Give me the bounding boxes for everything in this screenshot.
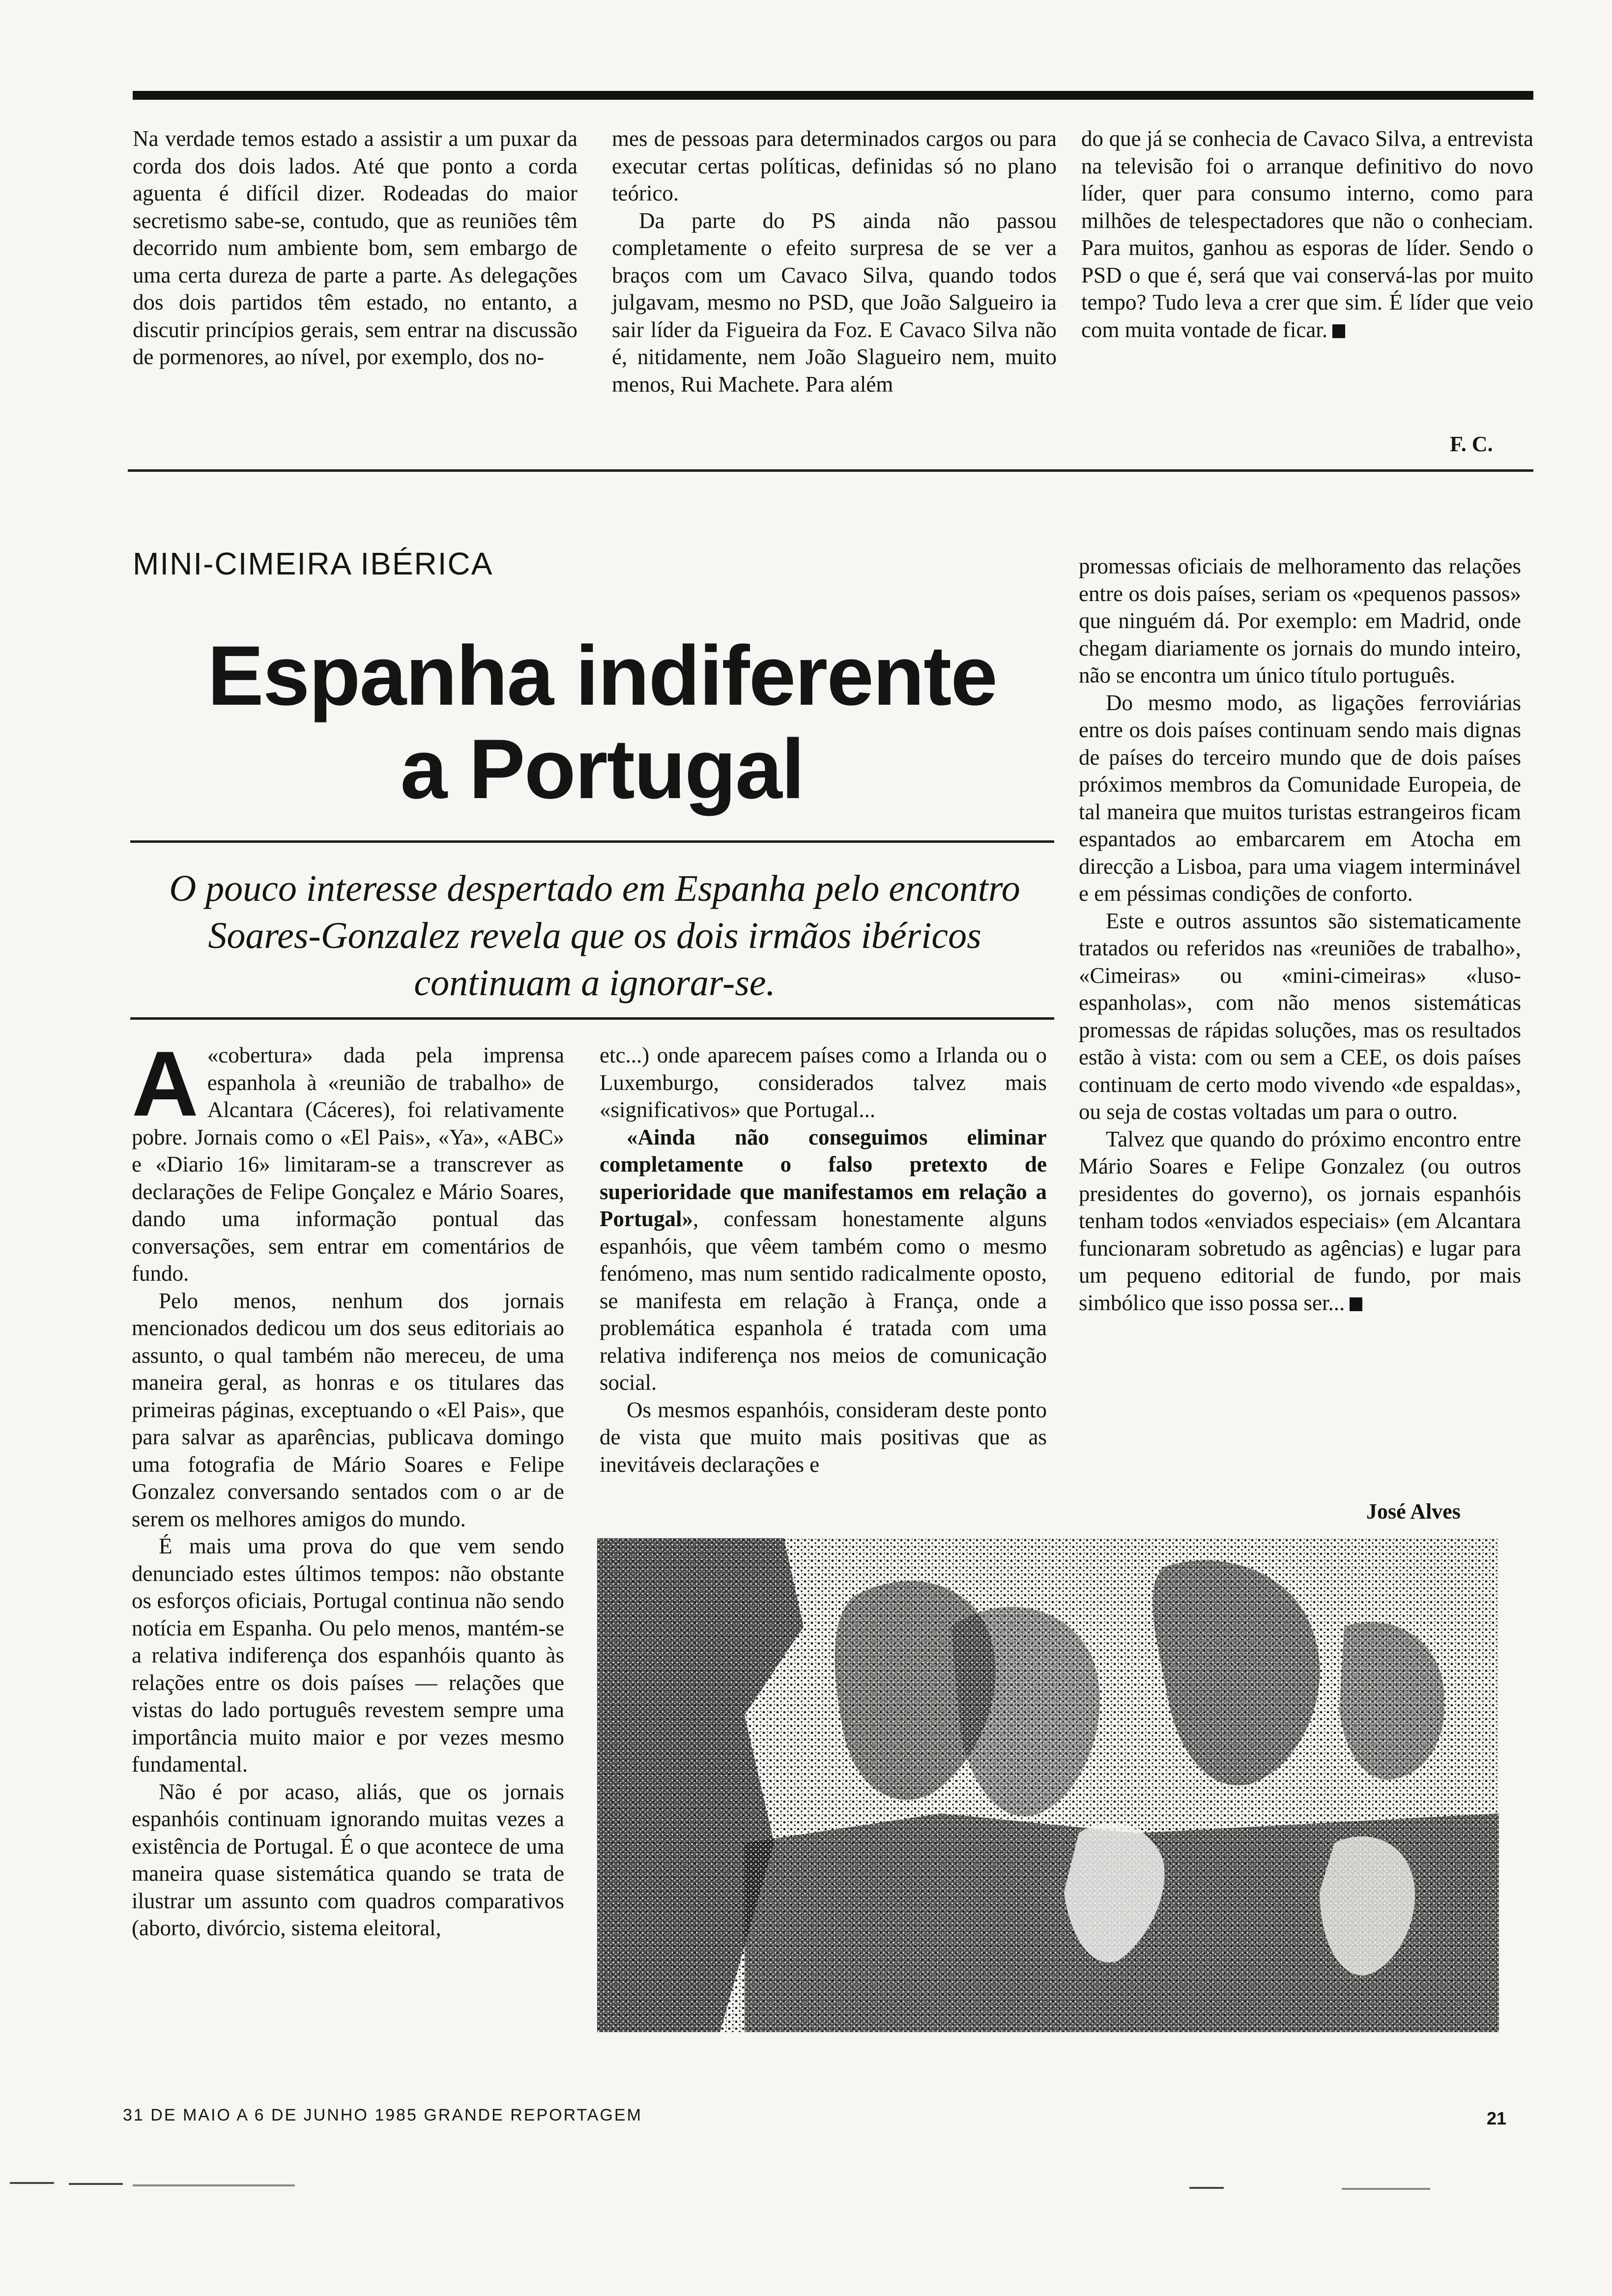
top-rule xyxy=(133,91,1533,100)
quote-paragraph xyxy=(600,1124,1047,1397)
deck-bottom-rule xyxy=(130,1017,1054,1020)
scan-smudge xyxy=(10,2182,54,2184)
main-col1 xyxy=(132,1032,564,1942)
top-article-signature: F. C. xyxy=(1450,432,1493,456)
scan-smudge xyxy=(1189,2187,1224,2189)
deck-top-rule xyxy=(130,840,1054,843)
main-col2 xyxy=(600,1042,1047,1478)
paragraph-text: Talvez que quando do próximo encontro entre Mário Soares e Felipe Gonzalez (ou outros presidentes do governo), os jornais espanhóis tenham todos «enviados especiais» (em Alcantara funcionaram sobretudo as agências) e lugar para um pequeno editorial de fundo, por mais simbólico que isso possa ser... xyxy=(1079,1126,1521,1315)
end-mark-icon xyxy=(1350,1297,1362,1311)
headline xyxy=(147,629,1057,816)
deck: O pouco interesse despertado em Espanha pelo encontro Soares-Gonzalez revela que os dois irmãos ibéricos continuam a ignorar-se. xyxy=(169,868,1020,1004)
paragraph-text: do que já se conhecia de Cavaco Silva, a entrevista na televisão foi o arranque definitivo do novo líder, quer para consumo interno, como para milhões de telespectadores que não o conheciam. Para muitos, ganhou as esporas de líder. Sendo o PSD o que é, será que vai conservá-las por muito tempo? Tudo leva a crer que sim. É líder que veio com muita vontade de ficar. xyxy=(1081,126,1533,342)
paragraph: Este e outros assuntos são sistematicamente tratados ou referidos nas «reuniões de trabalho», «Cimeiras» ou «mini-cimeiras» «luso-espanholas», com não menos sistemáticas promessas de rápidas soluções, mas os resultados estão à vista: com ou sem a CEE, os dois países continuam de certo modo vivendo «de espaldas», ou seja de costas voltadas um para o outro. xyxy=(1079,908,1521,1124)
pull-quote: «Ainda não conseguimos eliminar completamente o falso pretexto de superioridade que manifestamos em relação a Portugal» xyxy=(600,1124,1047,1231)
paragraph: Na verdade temos estado a assistir a um puxar da corda dos dois lados. Até que ponto a corda aguenta é difícil dizer. Rodeadas do maior secretismo sabe-se, contudo, que as reuniões têm decorrido num ambiente bom, sem embargo de uma certa dureza de parte a parte. As delegações dos dois partidos têm estado, no entanto, a discutir princípios gerais, sem entrar na discussão de pormenores, ao nível, por exemplo, dos no- xyxy=(133,126,577,369)
paragraph xyxy=(1079,1126,1521,1317)
paragraph: Pelo menos, nenhum dos jornais mencionados dedicou um dos seus editoriais ao assunto, o qual também não mereceu, de uma maneira geral, as honras e os titulares das primeiras páginas, exceptuando o «El Pais», que para salvar as aparências, publicava domingo uma fotografia de Mário Soares e Felipe Gonzalez conversando sentados com o ar de serem os melhores amigos do mundo. xyxy=(132,1288,564,1531)
section-label: MINI-CIMEIRA IBÉRICA xyxy=(133,546,493,581)
paragraph: promessas oficiais de melhoramento das relações entre os dois países, seriam os «pequenos passos» que ninguém dá. Por exemplo: em Madrid, onde chegam diariamente os jornais do mundo inteiro, não se encontra um único título português. xyxy=(1079,554,1521,688)
end-mark-icon xyxy=(1332,324,1345,338)
page-number: 21 xyxy=(1487,2108,1507,2128)
headline-line-2: a Portugal xyxy=(400,722,804,816)
paragraph: Da parte do PS ainda não passou completamente o efeito surpresa de se ver a braços com um Cavaco Silva, quando todos julgavam, mesmo no PSD, que João Salgueiro ia sair líder da Figueira da Foz. E Cavaco Silva não é, nitidamente, nem João Slagueiro nem, muito menos, Rui Machete. Para além xyxy=(612,208,1057,397)
paragraph: Os mesmos espanhóis, consideram deste ponto de vista que muito mais positivas que as inevitáveis declarações e xyxy=(600,1397,1047,1477)
dropcap: A xyxy=(132,1032,199,1135)
paragraph: etc...) onde aparecem países como a Irlanda ou o Luxemburgo, considerados talvez mais «significativos» que Portugal... xyxy=(600,1043,1047,1122)
headline-line-1: Espanha indiferente xyxy=(207,629,997,723)
article-divider xyxy=(128,469,1533,472)
news-photo xyxy=(597,1538,1499,2032)
top-article-col1 xyxy=(133,125,577,371)
paragraph-text: «cobertura» dada pela imprensa espanhola à «reunião de trabalho» de Alcantara (Cáceres), foi relativamente pobre. Jornais como o «El Pais», «Ya», «ABC» e «Diario 16» limitaram-se a transcrever as declarações de Felipe Gonçalez e Mário Soares, dando uma informação pontual das conversações, sem entrar em comentários de fundo. xyxy=(132,1043,564,1286)
paragraph: Não é por acaso, aliás, que os jornais espanhóis continuam ignorando muitas vezes a existência de Portugal. É o que acontece de uma maneira quase sistemática quando se trata de ilustrar um assunto com quadros comparativos (aborto, divórcio, sistema eleitoral, xyxy=(132,1779,564,1940)
top-article-col3 xyxy=(1081,125,1533,344)
paragraph: É mais uma prova do que vem sendo denunciado estes últimos tempos: não obstante os esforços oficiais, Portugal continua não sendo notícia em Espanha. Ou pelo menos, mantém-se a relativa indiferença dos espanhóis quanto às relações entre os dois países — relações que vistas do lado português revestem sempre uma importância muito maior e por vezes mesmo fundamental. xyxy=(132,1534,564,1777)
scan-smudge xyxy=(69,2183,123,2185)
scan-smudge xyxy=(1342,2188,1430,2190)
main-col3 xyxy=(1079,553,1521,1317)
top-article-col2 xyxy=(612,125,1057,398)
page-footer: 31 DE MAIO A 6 DE JUNHO 1985 GRANDE REPORTAGEM xyxy=(123,2106,642,2124)
paragraph-text: , confessam honestamente alguns espanhóis, que vêem também como o mesmo fenómeno, mas num sentido radicalmente oposto, se manifesta em relação à França, onde a problemática espanhola é tratada com uma relativa indiferença nos meios de comunicação social. xyxy=(600,1206,1047,1395)
paragraph: Do mesmo modo, as ligações ferroviárias entre os dois países continuam sendo mais dignas de países do terceiro mundo que de dois países próximos membros da Comunidade Europeia, de tal maneira que muitos turistas estrangeiros ficam espantados ao embarcarem em Atocha em direcção a Lisboa, para uma viagem interminável e em péssimas condições de conforto. xyxy=(1079,690,1521,906)
paragraph: mes de pessoas para determinados cargos ou para executar certas políticas, definidas só no plano teórico. xyxy=(612,126,1057,205)
scan-smudge xyxy=(133,2184,295,2186)
main-article-signature: José Alves xyxy=(1366,1499,1461,1523)
paragraph xyxy=(1081,125,1533,344)
lead-paragraph xyxy=(132,1032,564,1288)
